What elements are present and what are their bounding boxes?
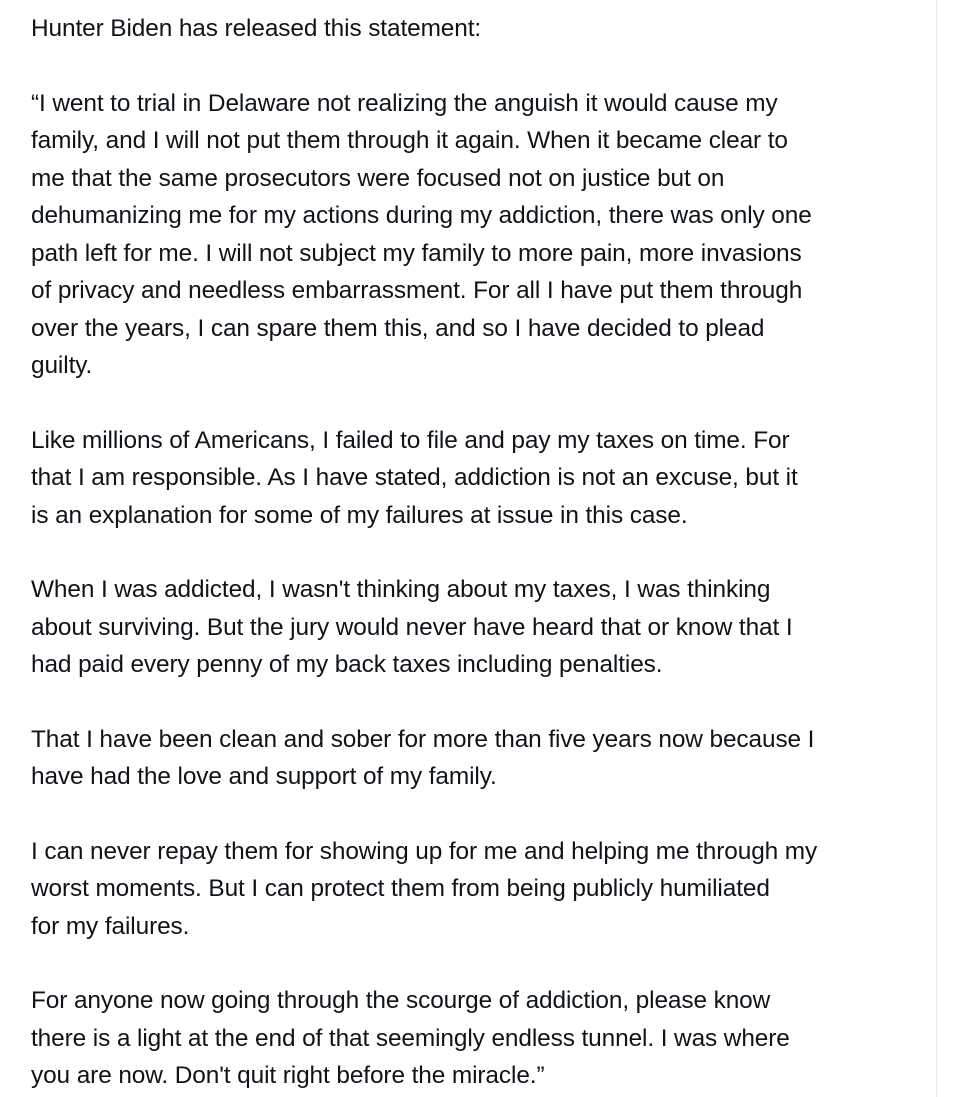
- statement-paragraph: Like millions of Americans, I failed to file and pay my taxes on time. For that I am responsible. As I have stated, addiction is not an excuse, but it is an explanation for some of my failures at issue in this case.: [31, 426, 798, 529]
- right-gutter: [937, 0, 960, 1097]
- post-intro-text: Hunter Biden has released this statement:: [31, 15, 482, 42]
- statement-paragraph: For anyone now going through the scourge of addiction, please know there is a light at the end of that seemingly endless tunnel. I was where you are now. Don't quit right before the miracle.”: [31, 987, 790, 1089]
- statement-paragraph: “I went to trial in Delaware not realizing the anguish it would cause my family, and I will not put them through it again. When it became clear to me that the same prosecutors were focused not on justice but on dehumanizing me for my actions during my addiction, there was only one path left for me. I will not subject my family to more pain, more invasions of privacy and needless embarrassment. For all I have put them through over the years, I can spare them this, and so I have decided to plead guilty.: [31, 89, 812, 379]
- statement-paragraph: That I have been clean and sober for more than five years now because I have had the love and support of my family.: [31, 725, 815, 790]
- statement-paragraph: When I was addicted, I wasn't thinking about my taxes, I was thinking about surviving. But the jury would never have heard that or know that I had paid every penny of my back taxes including penalties.: [31, 576, 793, 678]
- statement-paragraph: I can never repay them for showing up for me and helping me through my worst moments. But I can protect them from being publicly humiliated for my failures.: [31, 837, 818, 940]
